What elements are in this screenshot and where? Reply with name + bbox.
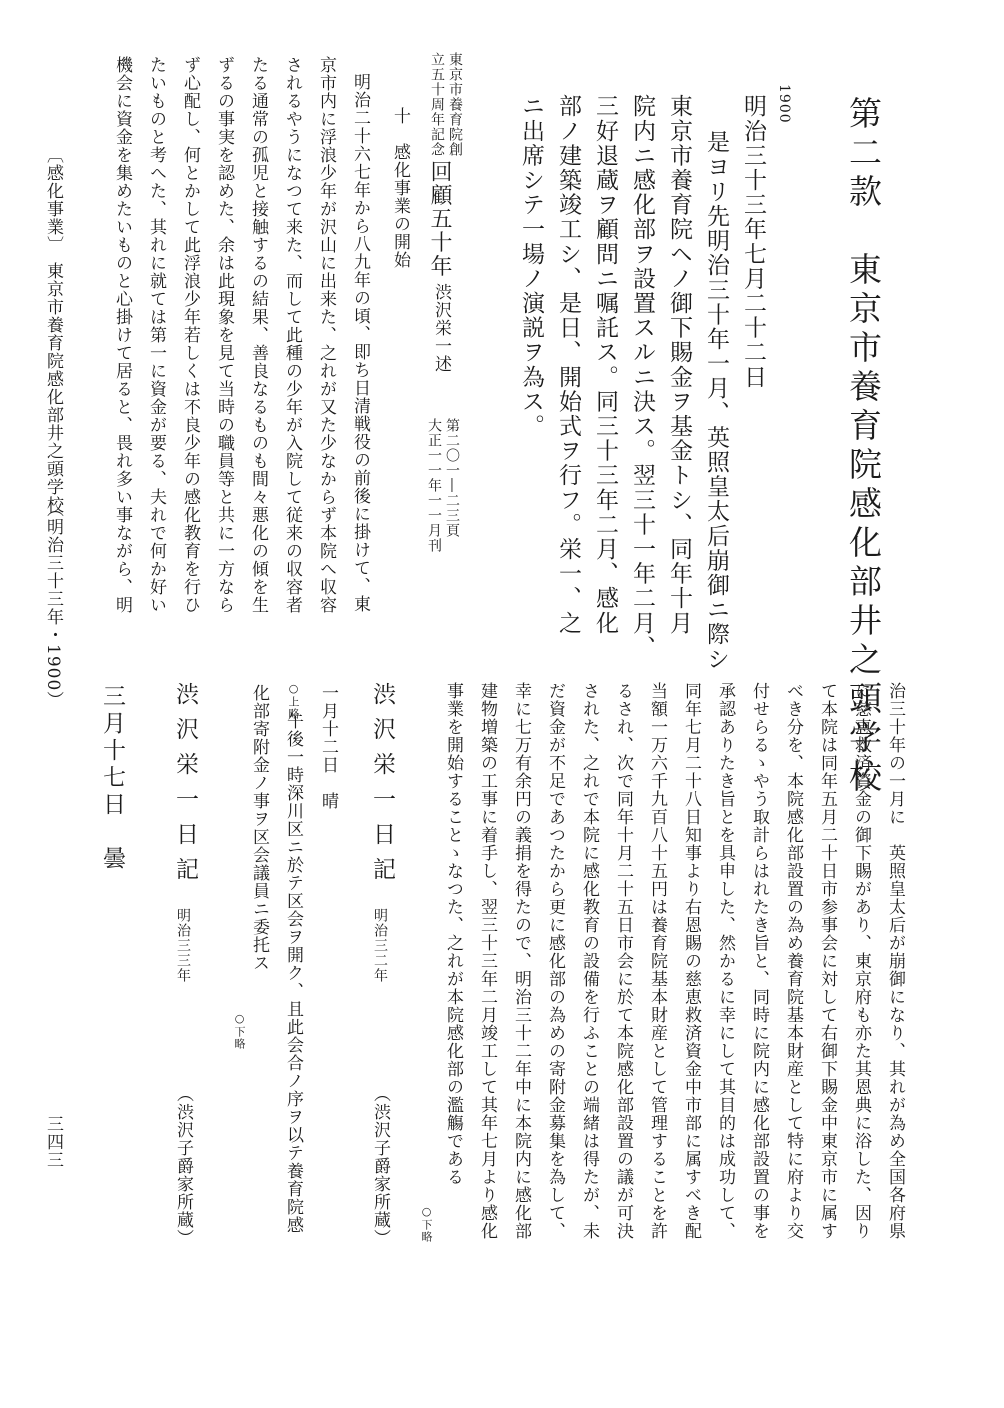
body-line: たる通常の孤児と接触するの結果、善良なるものも間々悪化の傾を生 (248, 56, 268, 614)
body-line: 承認ありたき旨とを具申した、然かるに幸にして其目的は成功して、 (715, 682, 735, 1240)
summary-line: 是ヨリ先明治三十年一月、英照皇太后崩御ニ際シ (703, 130, 729, 672)
body-line: 幸に七万有余円の義捐を得たので、明治三十二年中に本院内に感化部 (511, 682, 531, 1240)
body-line: 同年七月二十八日知事より右恩賜の慈恵救済資金中市部に属すべき配 (681, 682, 701, 1240)
body-line: て本院は同年五月二十日市参事会に対して右御下賜金中東京市に属す (817, 682, 837, 1240)
body-line: ず心配し、何とかして此浮浪少年若しくは不良少年の感化教育を行ひ (180, 56, 200, 614)
year-note: 1900 (776, 84, 792, 124)
footer-school: 東京市養育院感化部井之頭学校 (43, 262, 63, 514)
body-line: に慈恵救済資金の御下賜があり、東京府も亦た其恩典に浴した、因り (851, 682, 871, 1240)
body-line: ずるの事実を認めた、余は此現象を見て当時の職員等と共に一方なら (214, 56, 234, 614)
diary-entry-line: 午後一時深川区ニ於テ区会ヲ開ク、且此会合ノ序ヲ以テ養育院感 (283, 712, 303, 1234)
diary-entry-line: 化部寄附金ノ事ヲ区会議員ニ委托ス (249, 684, 269, 972)
book-title: 回顧五十年 (427, 160, 452, 278)
body-line: された、之れで本院に感化教育の設備を行ふことの端緒は得たが、未 (579, 682, 599, 1240)
omitted-above-note: ○上略 (287, 682, 300, 720)
page-number: 三四三 (43, 1115, 63, 1169)
section-title: 第二款 東京市養育院感化部井之頭学校 (844, 96, 883, 798)
summary-line: 東京市養育院ヘノ御下賜金ヲ基金トシ、同年十月 (666, 94, 692, 636)
body-line: るされ、次で同年十月二十五日市会に於て本院感化部設置の議が可決 (613, 682, 633, 1240)
footer-year: （明治三十三年・1900） (43, 500, 63, 710)
body-line: 機会に資金を集めたいものと心掛けて居ると、畏れ多い事ながら、明 (112, 56, 132, 614)
subsection-heading: 十 感化事業の開始 (390, 107, 410, 269)
omitted-below-note: ○下略 (233, 1012, 246, 1050)
publisher-line: 東京市養育院創 (447, 52, 463, 157)
body-line: 京市内に浮浪少年が沢山に出来た、之れが又た少なからず本院へ収容 (316, 56, 336, 614)
diary-date: 一月十二日 晴 (318, 684, 338, 810)
date-line: 明治三十三年七月二十二日 (740, 94, 766, 390)
diary-year: 明治三三年 (175, 908, 191, 983)
diary-date: 三月十七日 曇 (99, 684, 125, 873)
footer-category: 〔感化事業〕 (43, 146, 63, 254)
body-line: 事業を開始することゝなつた、之れが本院感化部の濫觴である (443, 682, 463, 1186)
summary-line: 三好退蔵ヲ顧問ニ嘱託ス。同三十三年二月、感化 (592, 94, 618, 636)
body-line: たいものと考へた、其れに就ては第一に資金が要る、夫れで何か好い (146, 56, 166, 614)
diary-title: 渋沢栄一日記 (172, 682, 198, 892)
body-line: 付せらるゝやう取計らはれたき旨と、同時に院内に感化部設置の事を (749, 682, 769, 1240)
diary-source: （渋沢子爵家所蔵） (370, 1085, 390, 1247)
summary-line: 院内ニ感化部ヲ設置スルニ決ス。翌三十一年二月、 (629, 94, 655, 660)
body-line: 建物増築の工事に着手し、翌三十三年二月竣工して其年七月より感化 (477, 682, 497, 1240)
body-line: 治三十年の一月に 英照皇太后が崩御になり、其れが為め全国各府県 (885, 682, 905, 1240)
publisher-line: 立五十周年記念 (429, 52, 445, 157)
body-line: だ資金が不足であつたから更に感化部の為めの寄附金募集を為して、 (545, 682, 565, 1240)
diary-source: （渋沢子爵家所蔵） (173, 1085, 193, 1247)
summary-line: 部ノ建築竣工シ、是日、開始式ヲ行フ。栄一、之 (555, 94, 581, 636)
body-line: 明治二十六七年から八九年の頃、即ち日清戦役の前後に掛けて、東 (350, 73, 370, 613)
author: 渋沢栄一述 (431, 283, 451, 373)
summary-line: ニ出席シテ一場ノ演説ヲ為ス。 (518, 94, 544, 439)
page-range: 第二〇一―二三頁 (444, 418, 460, 538)
body-line: 当額一万六千九百八十五円は養育院基本財産として管理することを許 (647, 682, 667, 1240)
body-line: べき分を、本院感化部設置の為め養育院基本財産として特に府より交 (783, 682, 803, 1240)
publication-date: 大正一一年一一月刊 (426, 418, 442, 553)
diary-title: 渋沢栄一日記 (369, 682, 395, 892)
body-line: されるやうになつて来た、而して此種の少年が入院して従来の収容者 (282, 56, 302, 614)
ryaku-note: ○下略 (420, 1205, 433, 1243)
diary-year: 明治三二年 (372, 908, 388, 983)
